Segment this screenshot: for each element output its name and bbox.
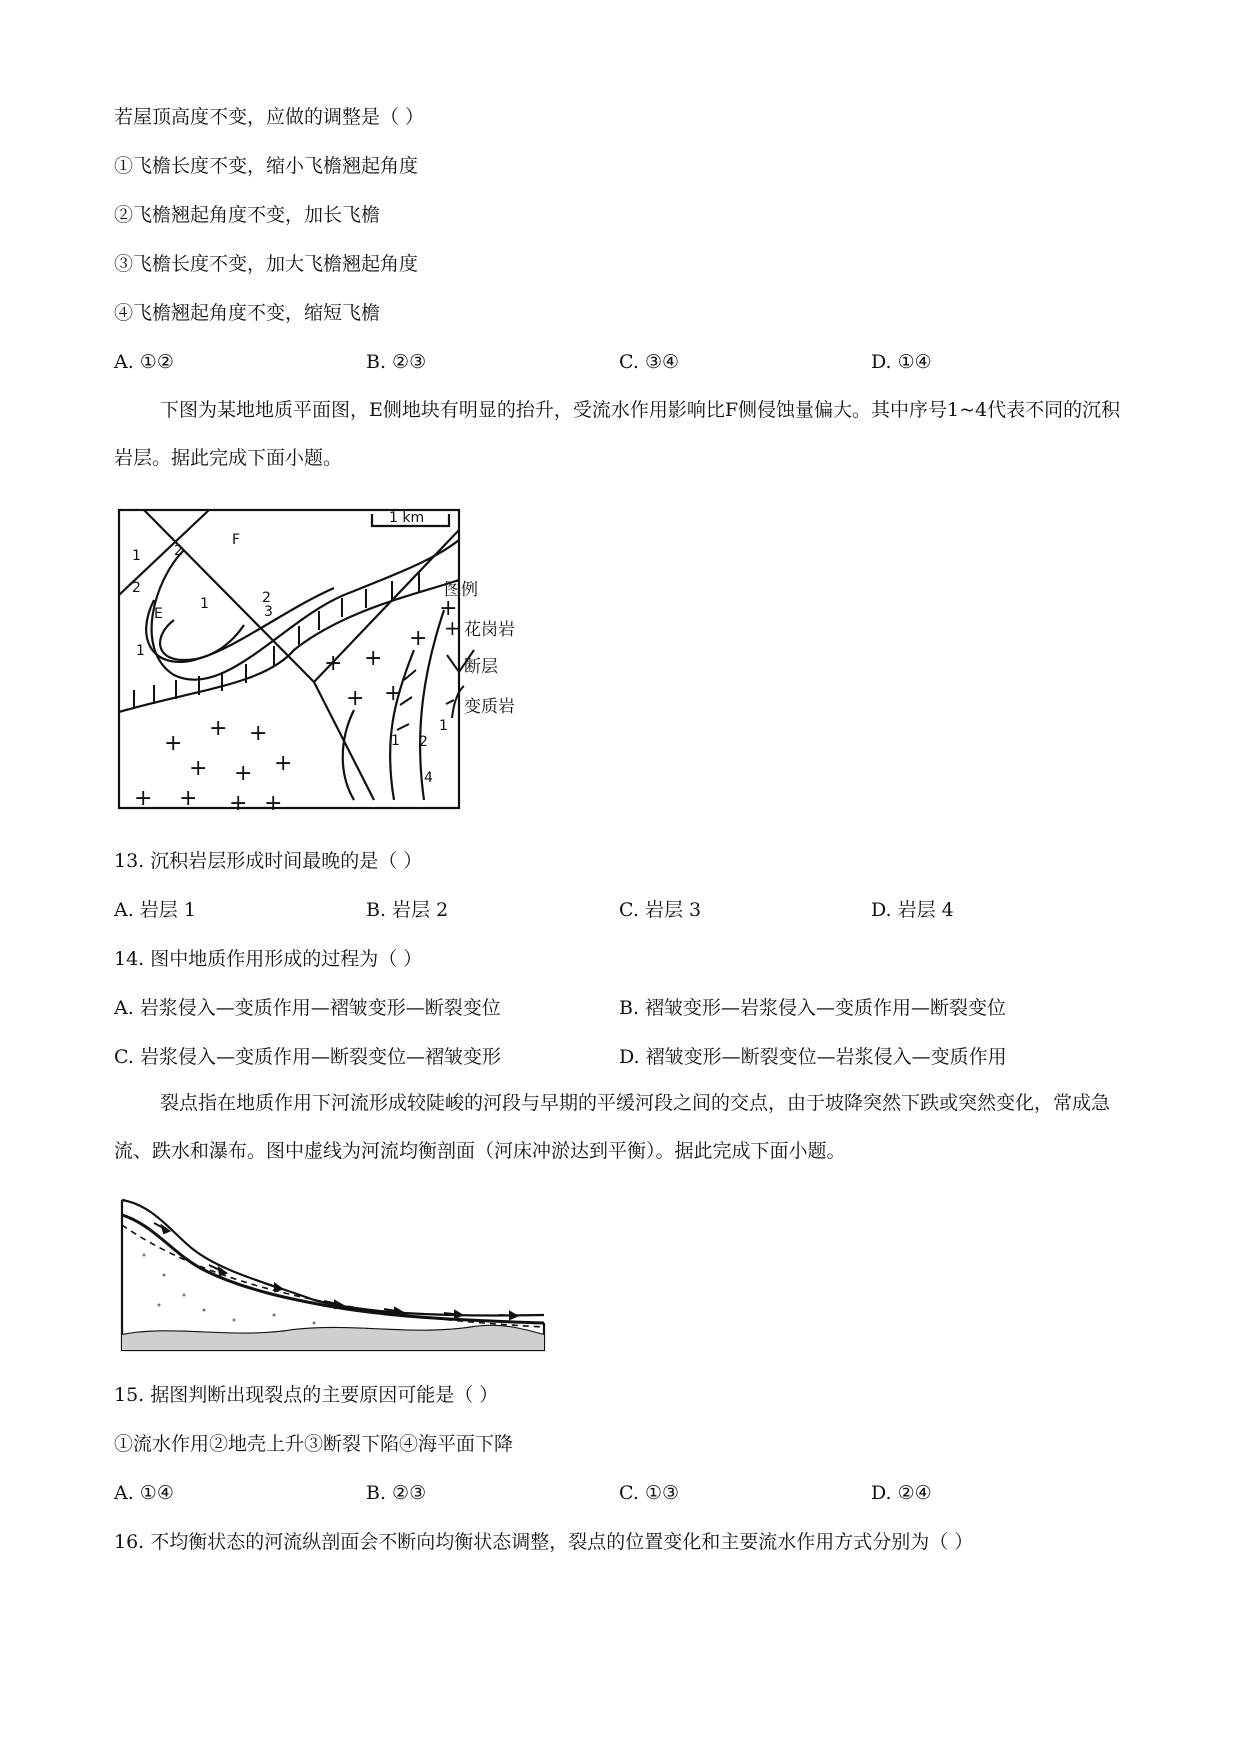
svg-text:+: + — [384, 681, 403, 706]
q14-option-b: B. 褶皱变形—岩浆侵入—变质作用—断裂变位 — [619, 997, 1007, 1019]
q12-stem: 若屋顶高度不变，应做的调整是（ ） — [114, 106, 425, 128]
label-E: E — [154, 606, 163, 622]
river-profile-figure — [114, 1195, 554, 1360]
legend-metamorphic-icon — [446, 686, 464, 718]
granite-symbols — [134, 596, 457, 816]
svg-text:+: + — [164, 731, 183, 756]
label-2d: 2 — [419, 734, 428, 750]
legend-granite-symbol: + — [444, 616, 461, 640]
metamorphic-boundary — [119, 580, 459, 712]
svg-text:+: + — [189, 756, 208, 781]
river-bed — [122, 1215, 544, 1323]
legend-granite-label: 花岗岩 — [464, 620, 515, 640]
q13-option-b: B. 岩层 2 — [366, 899, 449, 921]
svg-text:+: + — [364, 646, 383, 671]
label-2b: 2 — [132, 580, 141, 596]
geologic-map-figure — [114, 500, 584, 820]
q12-item-3: ③飞檐长度不变，加大飞檐翘起角度 — [114, 253, 419, 275]
q13-option-d: D. 岩层 4 — [871, 899, 954, 921]
label-4: 4 — [424, 770, 433, 786]
q12-option-a: A. ①② — [114, 351, 174, 373]
equilibrium-profile-dashed — [122, 1225, 544, 1327]
q15-option-d: D. ②④ — [871, 1482, 932, 1504]
q14-option-d: D. 褶皱变形—断裂变位—岩浆侵入—变质作用 — [619, 1046, 1007, 1068]
q12-option-c: C. ③④ — [619, 351, 680, 373]
intro-geologic-map: 下图为某地地质平面图，E侧地块有明显的抬升，受流水作用影响比F侧侵蚀量偏大。其中序号1~4代表不同的沉积岩层。据此完成下面小题。 — [114, 399, 1121, 469]
q15-stem: 15. 据图判断出现裂点的主要原因可能是（ ） — [114, 1384, 499, 1406]
svg-text:+: + — [324, 651, 343, 676]
label-3: 3 — [264, 604, 273, 620]
svg-text:+: + — [234, 761, 253, 786]
svg-text:+: + — [409, 626, 428, 651]
label-1a: 1 — [132, 548, 141, 564]
bedrock-fill — [122, 1326, 544, 1350]
q15-items: ①流水作用②地壳上升③断裂下陷④海平面下降 — [114, 1433, 514, 1455]
intro-knickpoint: 裂点指在地质作用下河流形成较陡峻的河段与早期的平缓河段之间的交点，由于坡降突然下跌或突然变化，常成急流、跌水和瀑布。图中虚线为河流均衡剖面（河床冲淤达到平衡）。据此完成下面小题。 — [114, 1092, 1111, 1162]
label-1e: 1 — [439, 718, 448, 734]
q13-stem: 13. 沉积岩层形成时间最晚的是（ ） — [114, 850, 423, 872]
q13-option-a: A. 岩层 1 — [114, 899, 196, 921]
q14-option-c: C. 岩浆侵入—变质作用—断裂变位—褶皱变形 — [114, 1046, 501, 1068]
q13-option-c: C. 岩层 3 — [619, 899, 702, 921]
label-1c: 1 — [136, 643, 145, 659]
svg-text:+: + — [346, 686, 365, 711]
legend-fault-label: 断层 — [464, 657, 498, 677]
label-2c: 2 — [262, 590, 271, 606]
q12-option-b: B. ②③ — [366, 351, 427, 373]
right-strata-1 — [390, 650, 414, 800]
q15-option-b: B. ②③ — [366, 1482, 427, 1504]
svg-text:+: + — [179, 786, 198, 811]
svg-text:+: + — [274, 751, 293, 776]
q12-item-2: ②飞檐翘起角度不变，加长飞檐 — [114, 204, 381, 226]
q16-stem: 16. 不均衡状态的河流纵剖面会不断向均衡状态调整，裂点的位置变化和主要流水作用方式分别为（ ） — [114, 1531, 974, 1553]
scale-label: 1 km — [389, 510, 425, 526]
svg-text:+: + — [209, 716, 228, 741]
q12-option-d: D. ①④ — [871, 351, 932, 373]
q15-option-a: A. ①④ — [114, 1482, 174, 1504]
label-2a: 2 — [174, 543, 183, 559]
svg-text:+: + — [439, 596, 458, 621]
svg-text:+: + — [264, 791, 283, 816]
svg-text:+: + — [249, 721, 268, 746]
svg-text:+: + — [229, 791, 248, 816]
label-F: F — [232, 532, 241, 548]
q15-option-c: C. ①③ — [619, 1482, 680, 1504]
q12-item-1: ①飞檐长度不变，缩小飞檐翘起角度 — [114, 155, 419, 177]
fold-boundary-inner — [146, 588, 334, 662]
svg-text:+: + — [134, 786, 153, 811]
label-1b: 1 — [200, 596, 209, 612]
core-E — [160, 620, 244, 660]
legend-title: 图例 — [444, 580, 478, 600]
q12-item-4: ④飞檐翘起角度不变，缩短飞檐 — [114, 302, 381, 324]
q14-stem: 14. 图中地质作用形成的过程为（ ） — [114, 948, 423, 970]
label-1d: 1 — [391, 733, 400, 749]
q14-option-a: A. 岩浆侵入—变质作用—褶皱变形—断裂变位 — [114, 997, 501, 1019]
legend-metamorphic-label: 变质岩 — [464, 697, 515, 717]
